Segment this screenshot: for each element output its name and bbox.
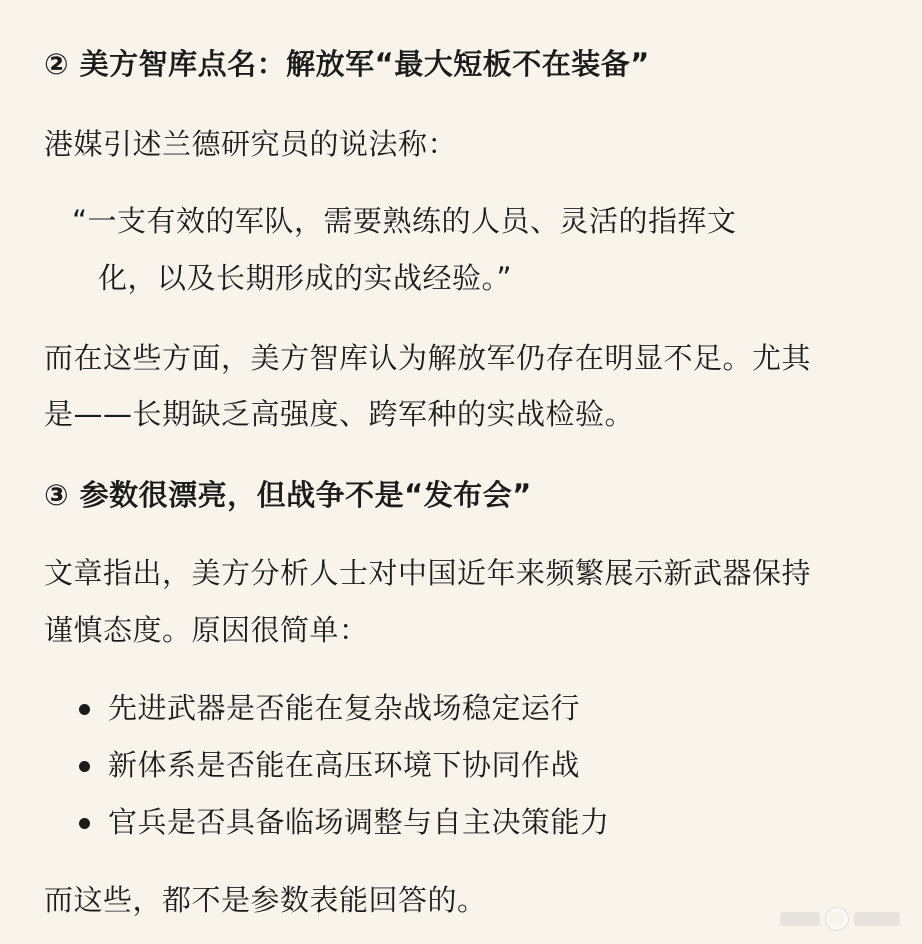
section-3-paragraph-line-2: 谨慎态度。原因很简单： (44, 613, 369, 647)
watermark-circle-icon (826, 908, 848, 930)
closing-sentence: 而这些，都不是参数表能回答的。 (44, 883, 487, 917)
bullet-dot-icon (79, 761, 90, 772)
list-item (76, 745, 896, 785)
section-2-paragraph-line-2: 是——长期缺乏高强度、跨军种的实战检验。 (44, 397, 635, 431)
section-2-paragraph-line-1: 而在这些方面，美方智库认为解放军仍存在明显不足。尤其 (44, 341, 812, 375)
watermark-bar-icon (780, 912, 820, 926)
section-2-heading: ② 美方智库点名：解放军“最大短板不在装备” (44, 47, 650, 81)
list-item (76, 802, 896, 842)
list-item-text: 新体系是否能在高压环境下协同作战 (108, 748, 581, 782)
bullet-dot-icon (79, 704, 90, 715)
list-item (76, 688, 896, 728)
watermark-bar-icon (854, 912, 900, 926)
quote-line-2: 化，以及长期形成的实战经验。” (98, 261, 513, 295)
quote-line-1: “一支有效的军队，需要熟练的人员、灵活的指挥文 (72, 204, 737, 238)
section-3-paragraph-line-1: 文章指出，美方分析人士对中国近年来频繁展示新武器保持 (44, 556, 812, 590)
bullet-dot-icon (79, 818, 90, 829)
watermark-logo-icon (780, 908, 900, 930)
section-3-heading: ③ 参数很漂亮，但战争不是“发布会” (44, 478, 532, 512)
section-2-intro: 港媒引述兰德研究员的说法称： (44, 127, 458, 161)
list-item-text: 官兵是否具备临场调整与自主决策能力 (108, 805, 610, 839)
list-item-text: 先进武器是否能在复杂战场稳定运行 (108, 691, 581, 725)
